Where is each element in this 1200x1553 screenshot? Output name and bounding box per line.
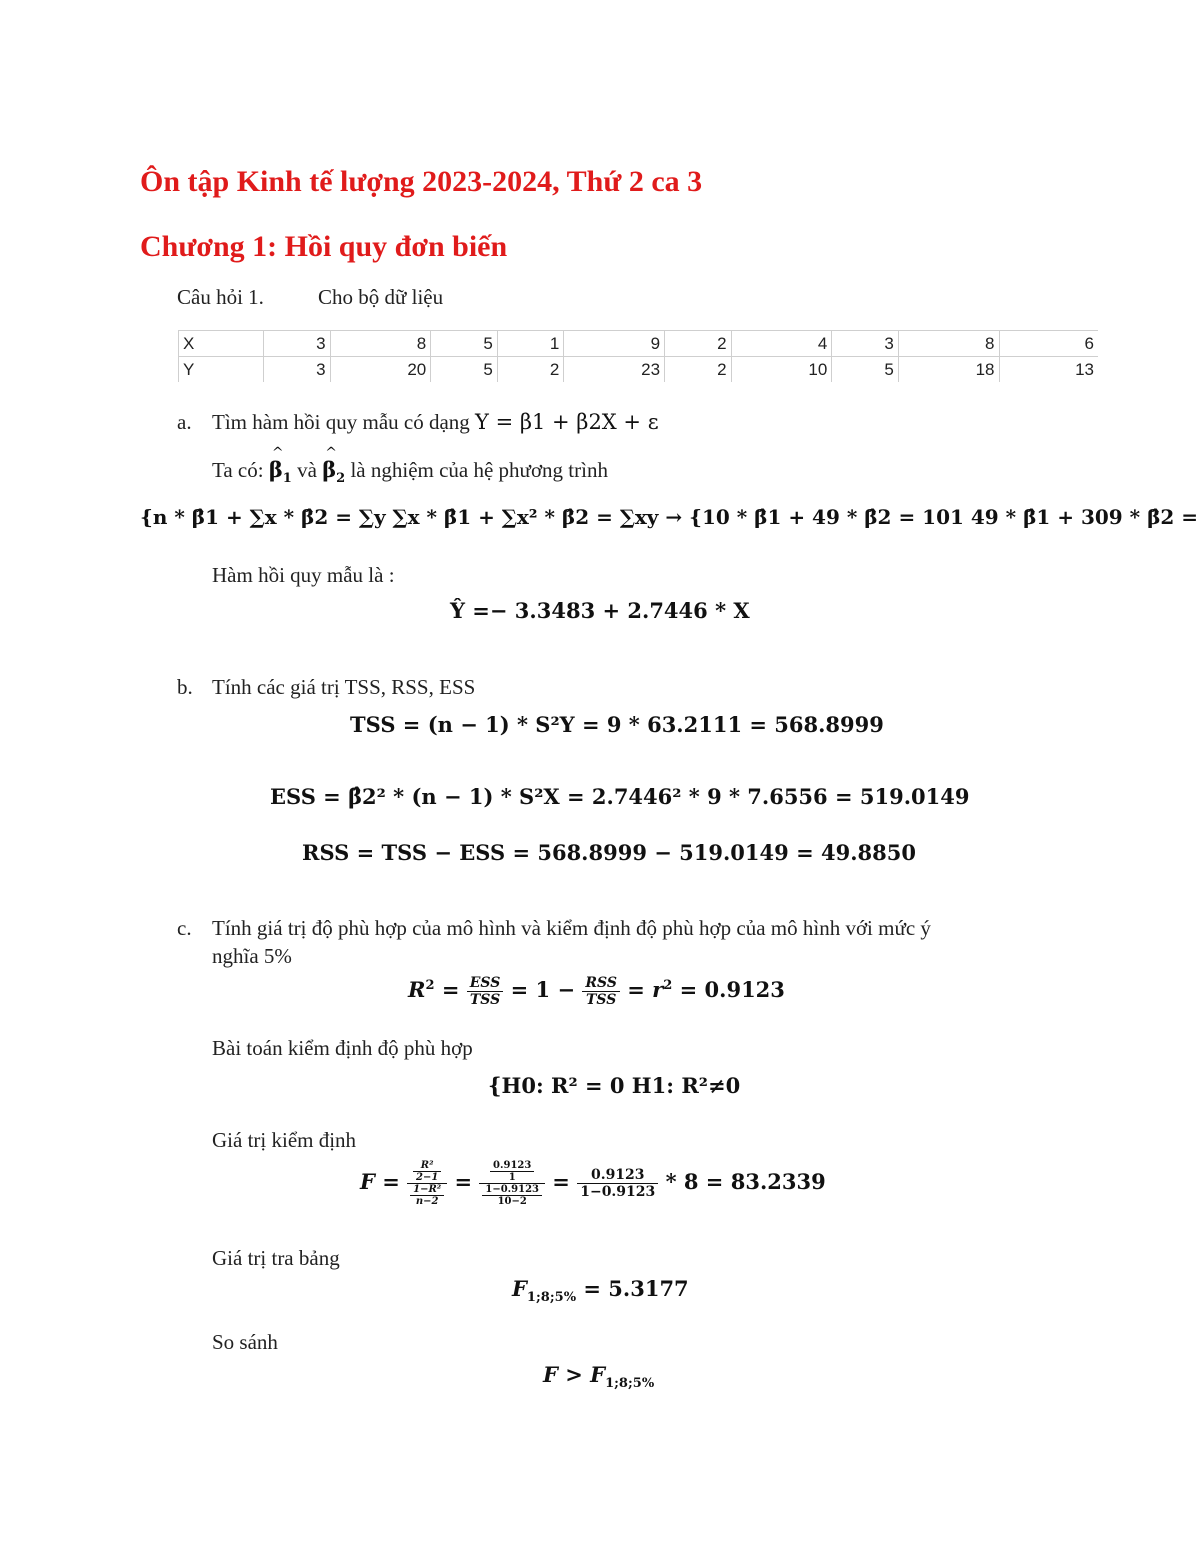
table-cell: 8 [330, 331, 431, 357]
part-a-intro-and: và [297, 458, 317, 482]
normal-equation-system: {n * β̂1 + ∑x * β̂2 = ∑y ∑x * β̂1 + ∑x² * β̂2 = ∑xy → {10 * β̂1 + 49 * β̂2 = 101 49 * β̂1 + 309 * β̂2 = [140, 505, 1199, 529]
table-cell: 2 [665, 357, 732, 383]
part-a-marker: a. [177, 410, 192, 434]
part-b-text: Tính các giá trị TSS, RSS, ESS [212, 675, 476, 699]
table-cell: 23 [564, 357, 665, 383]
part-a-question: Tìm hàm hồi quy mẫu có dạng [212, 410, 470, 434]
table-row-x [179, 331, 1099, 357]
table-cell: 1 [497, 331, 564, 357]
f-value: 83.2339 [730, 1169, 826, 1194]
part-b-marker: b. [177, 675, 193, 699]
part-c-marker: c. [177, 916, 192, 940]
compare-label: So sánh [212, 1330, 278, 1354]
table-cell: 9 [564, 331, 665, 357]
row-label: Y [179, 357, 264, 383]
table-value-label: Giá trị tra bảng [212, 1246, 340, 1270]
table-cell: 3 [264, 357, 331, 383]
f-critical-value: 5.3177 [608, 1276, 689, 1301]
part-a-intro-tail: là nghiệm của hệ phương trình [350, 458, 608, 482]
table-cell: 5 [832, 357, 899, 383]
table-cell: 20 [330, 357, 431, 383]
row-label: X [179, 331, 264, 357]
part-a-intro-line: Ta có: ^ $\beta_1$ và ^ $\beta_2$ là nghiệm của hệ phương trình [212, 457, 608, 486]
result-label: Hàm hồi quy mẫu là : [212, 563, 395, 587]
table-cell: 6 [999, 331, 1098, 357]
table-cell: 10 [731, 357, 832, 383]
table-cell: 18 [898, 357, 999, 383]
table-cell: 3 [832, 331, 899, 357]
rss-formula: RSS = TSS − ESS = 568.8999 − 519.0149 = 49.8850 [302, 840, 916, 865]
comparison: $F > F_{1;8;5\%}$ [543, 1362, 655, 1392]
table-cell: 8 [898, 331, 999, 357]
table-cell: 3 [264, 331, 331, 357]
data-table [178, 330, 1098, 383]
table-cell: 2 [497, 357, 564, 383]
question-text: Cho bộ dữ liệu [318, 285, 444, 309]
regression-result: Ŷ =− 3.3483 + 2.7446 * X [450, 598, 750, 623]
f-statistic-formula: F = $\frac{\frac{\text{R²}}{2-1}}{\frac{\text{1−R²}}{n-2}}$ = $\frac{\frac{0.9123}{1}}{\frac{1-0.9123}{10-2}}$ = $\frac{0.9123}{1-0.9123}$ * 8 = 83.2339 [360, 1160, 826, 1207]
table-row-y [179, 357, 1099, 383]
table-cell: 2 [665, 331, 732, 357]
test-stat-label: Giá trị kiểm định [212, 1128, 357, 1152]
question-label: Câu hỏi 1. [177, 285, 264, 309]
r-squared-value: 0.9123 [704, 977, 785, 1002]
ess-formula: ESS = β̂2² * (n − 1) * S²X = 2.7446² * 9 * 7.6556 = 519.0149 [270, 784, 970, 809]
table-cell: 5 [431, 331, 498, 357]
hypotheses: {H0: R² = 0 H1: R²≠0 [488, 1073, 741, 1098]
table-cell: 4 [731, 331, 832, 357]
r-squared-formula: $R^2$ = $\frac{\text{ESS}}{\text{TSS}}$ = 1 − $\frac{\text{RSS}}{\text{TSS}}$ = $r^2 = 0.9123$ [408, 975, 785, 1008]
table-cell: 13 [999, 357, 1098, 383]
page-title: Ôn tập Kinh tế lượng 2023-2024, Thứ 2 ca 3 [140, 165, 703, 198]
test-label: Bài toán kiểm định độ phù hợp [212, 1036, 473, 1060]
table-cell: 5 [431, 357, 498, 383]
part-c-text-1: Tính giá trị độ phù hợp của mô hình và kiểm định độ phù hợp của mô hình với mức ý [212, 916, 931, 940]
part-a-text [212, 410, 659, 435]
chapter-heading: Chương 1: Hồi quy đơn biến [140, 230, 508, 263]
part-c-text-2: nghĩa 5% [212, 944, 292, 968]
tss-formula: TSS = (n − 1) * S²Y = 9 * 63.2111 = 568.8999 [350, 712, 884, 737]
part-a-intro: Ta có: [212, 458, 264, 482]
f-critical: $F_{1;8;5\%} = 5.3177$ [512, 1276, 689, 1306]
model-formula: Y = β1 + β2X + ε [475, 410, 659, 434]
